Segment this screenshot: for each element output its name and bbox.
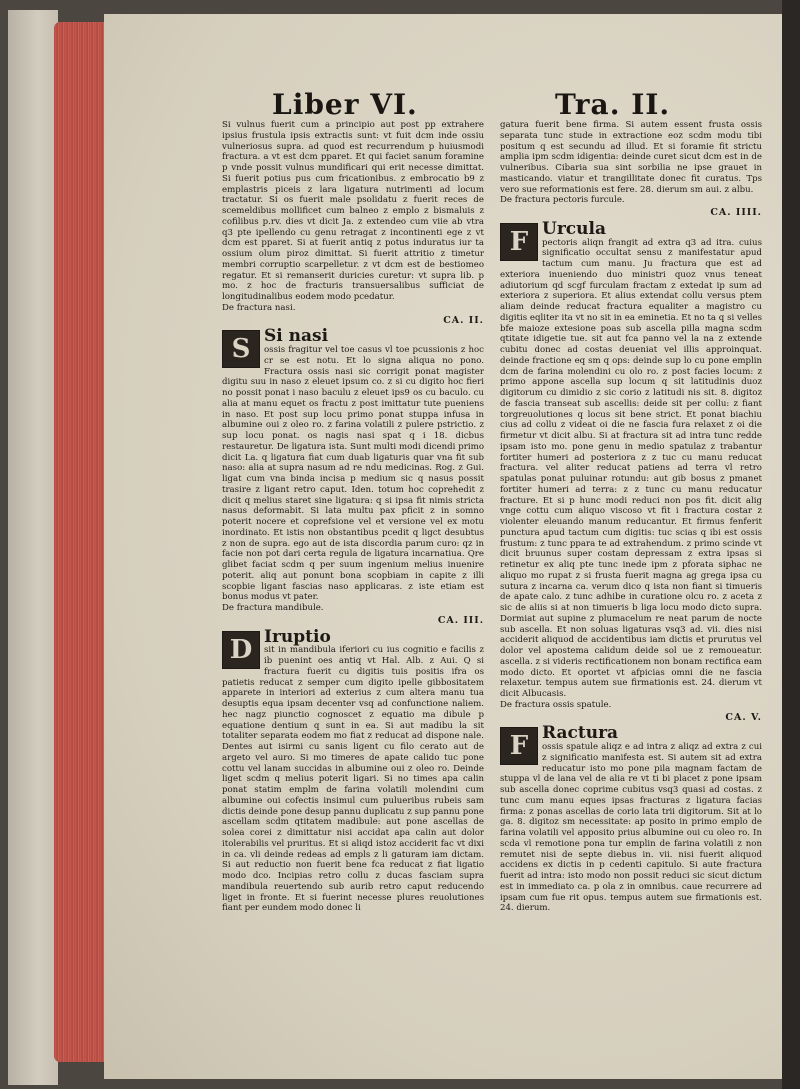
paragraph: ossis spatule aliqz e ad intra z aliqz ad extra z cui z significatio manifesta est. Si autem sit ad extra reducatur isto mo pone pila magnam factam de stuppa vl de lana vel de alia re vt ti bi placet z pone ipsam sub ascella donec coprime cubitus vsq3 quasi ad costas. z tunc cum manu eques ipsas fracturas z ligatura facias firma: z ponas ascellas de corio lata trii digitorum. Sit at lo ga. 8. digitoz sm necessitate: ap posito in primo emplo de farina volatili vel apposito prius albumine oui cu oleo ro. In scda vl remotione pona tur emplin de farina volatili z non remutet nisi de septe diebus in. vii. nisi fuerit aliquod accidens ex dictis in p cedenti capitulo. Si aute fractura fuerit ad intra: isto modo non possit reduci sic sicut dictum est in immediato ca. p ola z in omnibus. caue recurrere ad ipsam cum fue rit opus. tempus autem sue firmationis est. 24. dierum.: [500, 742, 762, 914]
paragraph: Si vulnus fuerit cum a principio aut post pp extrahere ipsius frustula ipsis extractis sunt: vt fuit dcm inde ossiu vulneriosus supra. ad quod est recurrendum p huiusmodi fractura. a vt est dcm pparet. Et qui faciet sanum foramine p vnde possit vulnus mundificari qui erit necesse dimittat. Si fuerit potius pus cum fricationibus. z embrocatio b9 z emplastris piceis z lara ligatura nutrimenti ad locum tractatur. Si os fuerit male psolidatu z fuerit reces de scemeldibus mollificet cum balneo z emplo z bismaluis z cofilibus p.rv. dies vt dicit Ja. z extendeo cum viie ab vtra q3 pte ipellendo cu genu retragat z incontinenti ege z vt dcm est pparet. Si at fuerit antiq z potus induratus iur ta ossium olum piroz dimittat. Si fuerit attritio z timetur membri corruptio scarpelletur. z vt dcm est de bestiomeo regatur. Et si remanserit duricies curetur: vt supra lib. p mo. z hoc de fracturis transuersalibus sufficiat de longitudinalibus eodem modo pcedatur.: [222, 120, 484, 302]
rubric: De fractura mandibule.: [222, 603, 324, 613]
incipit-word: Si nasi: [264, 326, 329, 347]
decorated-initial: F: [500, 223, 538, 261]
chapter-heading: [500, 208, 762, 219]
rubric: De fractura nasi.: [222, 302, 296, 313]
decorated-initial: D: [222, 631, 260, 669]
chapter-number: CA. II.: [443, 314, 484, 326]
incipit-word: Urcula: [542, 218, 606, 239]
chapter-number: CA. V.: [725, 711, 762, 723]
decorated-initial: F: [500, 727, 538, 765]
scan-border: [782, 0, 800, 1089]
incipit-word: Iruptio: [264, 626, 331, 647]
rubric: De fractura ossis spatule.: [500, 699, 612, 710]
paragraph: ossis fragitur vel toe casus vl toe pcussionis z hoc cr se est notu. Et lo signa aliqua no pono. Fractura ossis nasi sic corrigit ponat magister digitu suu in naso z eleuet ipsum co. z si cu digito hoc fieri no possit ponat i naso baculu z eleuet ips9 os cu baculo. cu alia at manu equet os fractu z post imittatur tute pueniens in naso. Et post sup locu primo ponat stuppa infusa in albumine oui z oleo ro. z farina volatili z pulere pstrictio. z sup locu ponat. os nagis nasi spat q i 18. dicbus restauretur. De ligatura ista. Sunt multi modi dicendi primo dicit La. q ligatura fiat cum duab ligaturis quar vna fit sub naso: alia at supra nasum ad re ndu medicinas. Rog. z Gui. ligat cum vna binda incisa p medium sic q nasus possit trasire z ligant retro caput. Iden. totum hoc coprehedit z dicit q melius staret sine ligatura: q si ipsa fit nimis stricta nasus deformabit. Si lata multu pax pficit z in somno poterit nocere et coprefsione vel et versione vel ex motu inordinato. Et istis non obstantibus pcedit q ligct desubtus z non de supra. ego aut de ista discordia parum curo: qz in facie non pot dari certa regula de ligatura incarnatiua. Qre glibet faciat scdm q per suum ingenium melius inuenire poterit. aliq aut ponunt bona scopbiam in capite z illi scopbie ligant fascias naso applicaras. z iste etiam est bonus modus vt pater.: [222, 345, 484, 603]
rubric: De fractura pectoris furcule.: [500, 195, 625, 206]
incipit-word: Ractura: [542, 723, 619, 744]
facing-page-edge: [8, 10, 58, 1085]
left-column: [222, 120, 484, 914]
paragraph: gatura fuerit bene firma. Si autem essent frusta ossis separata tunc stude in extractione eoz scdm modu tibi positum q est secundu ad illud. Et si foramie fit strictu amplia ipm scdm idigentia: deinde curet sicut dcm est in de vulneribus. Cibaria sua sint sorbilia ne ipse grauet in masticando. viatur et trangillitate donec fit curatus. Tps vero sue reformationis est fere. 28. dierum sm aui. z albu.: [500, 120, 762, 195]
paragraph: sit in mandibula iferiori cu ius cognitio e facilis z ib puenint oes antiq vt Hal. Alb. z Aui. Q si fractura fuerit cu digitis tuis positis ifra os patietis reducat z semper cum digito ipelle gibbositatem apparete in interiori ad exterius z cum altera manu tua desuptis equa ipsam decenter vsq ad confunctione naliem. hec nagz piunctio cognoscet z equatio ma dibule p equatione dentium q sunt in ea. Si aut madibu la sit totaliter separata eodem mo fiat z reducat ad dispone nale. Dentes aut isirmi cu sanis ligent cu filo cerato aut de argeto vel auro. Si mo timeres de apate calido tuc pone cottu vel lanam succidas in albumine oui z oleo ro. Deinde liget scdm q melius poterit ligari. Si no times apa calin ponat statim emplm de farina volatili molendini cum albumine oui cofectis insimul cum pulueribus rubeis sam dictis deinde pone desup pannu duplicatu z sup pannu pone ascellam scdm qtitatem madibule: aut pone ascellas de solea corei z dimittatur nisi accidat apa calin aut dolor itolerabilis vel pruritus. Et si aliqd istoz acciderit fac vt dixi in ca. vli deinde redeas ad empls z li gaturam iam dictam. Si aut reductio non fuerit bene fca reducat z fiat ligatio modo dco. Incipias retro collu z ducas fasciam supra mandibula reuertendo sub aurib retro caput reducendo liget in fronte. Et si fuerint necesse plures reuolutiones fiant per eundem modo donec li: [222, 645, 484, 914]
chapter-number: CA. III.: [437, 614, 484, 626]
chapter-number: CA. IIII.: [710, 207, 762, 218]
red-page-edges: [54, 22, 106, 1062]
running-head-left: Liber VI.: [272, 88, 418, 121]
chapter-heading: [500, 713, 762, 724]
running-head-right: Tra. II.: [555, 88, 671, 121]
chapter-heading: [222, 616, 484, 627]
decorated-initial: S: [222, 330, 260, 368]
right-column: [500, 120, 762, 914]
chapter-heading: [222, 316, 484, 327]
paragraph: pectoris aliqn frangit ad extra q3 ad itra. cuius significatio occultat sensu z manifestatur apud tactum cum manu. Ju fractura que est ad exteriora inueniendo duo ministri quoz vnus teneat adiutorium qd scgf furculam fractam z extedat ip sum ad exteriora z superiora. Et alius extendat collu versus ptem aliam deinde reducat fractura equaliter a magistro cu digitis eqliter ita vt no sit in ea eminetia. Et no ta q si velles bfe maioze extesione poas sub ascella pilla magna scdm qtitate idigetie tue. sit aut fca panno vel la na z extende cubitu donec ad costas deueniat vel illis approinquat. deinde fractione eq sm q ops: deinde sup lo cu pone emplin dcm de farina molendini cu olo ro. z post facies locum: z primo appone ascella sup locum q sit latitudinis duoz digitorum cu dimidio z sic corio z latitudi nis sit. 8. digitoz de fascia transeat sub ascellis: deide sit per collu: z fiant torgreuolutiones q locus sit bene strict. Et ponat biachiu cius ad collu z videat oi die ne fascia fura relaxet z oi die firmetur vt dicit albu. Si at fractura sit ad intra tunc redde ipsam isto mo. pone genu in medio spatulaz z trabantur fortiter humeri ad posteriora z z tuc cu manu reducat fractura. vel aliter reducat patiens ad terra vl retro spatulas ponat puluinar rotundu: aut gib bosus z pmanet fortiter humeri ad terra: z z tunc cu manu reducatur fracture. Et si p hunc modi reduci non pos fit. dicit alig vnge cottu cum aliquo viscoso vt fit i fractura costar z violenter eleuando manum reducantur. Et firmus fenferit punctura apud tactum cum digitis: tuc scias q ibi est ossis frustum: z tunc ppara te ad extrahendum. z primo scinde vt dicit bruunus super costam depressam z extra ipsas si retinetur ex aliq pte tunc inede ipm z pforata siphac ne aliquo mo rupat z si frusta fuerit magna ag grega ipsa cu sutura z incarna ca. verum dico q ista non fiant si timueris de apate calo. z tunc adhibe in curatione olcu ro. z aceta z sic de aliis si at non timueris b liga locu modo dicto supra. Dormiat aut supine z plumacelum re neat parum de nocte sub ascella. Et non soluas ligaturas vsq3 ad. vii. dies nisi acciderit aliquod de accidentibus iam dictis et prurutus vel dolor vel apostema calidum deide sol ue z remoueatur. ascella. z si videris rectificationem non bonam rectifica eam modo dicto. Et oportet vt afpicias omni die ne fascia relaxetur. tempus autem sue firmationis est. 24. dierum vt dicit Albucasis.: [500, 237, 762, 699]
